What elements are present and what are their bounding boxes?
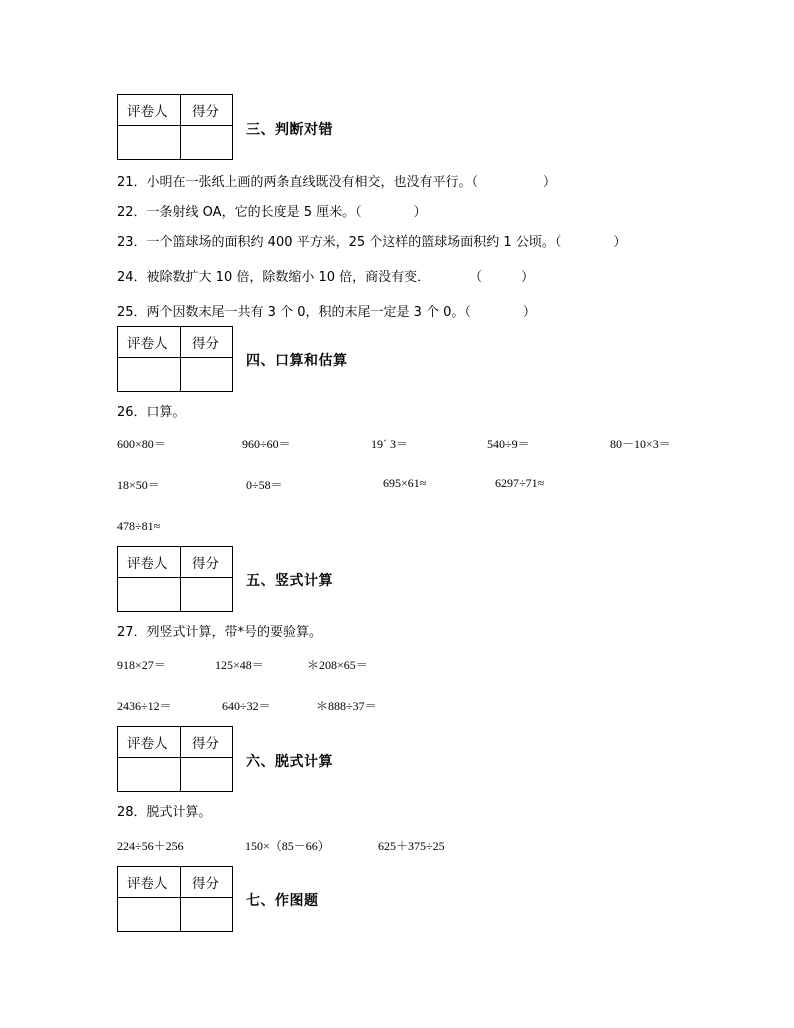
oral-expression: 19´ 3＝ bbox=[371, 437, 408, 451]
oral-expression: 960÷60＝ bbox=[242, 437, 291, 451]
score-box bbox=[117, 326, 233, 392]
score-label: 得分 bbox=[192, 104, 219, 120]
question-26: 26．口算。 bbox=[117, 405, 186, 420]
question-21: 21．小明在一张纸上画的两条直线既没有相交，也没有平行。（ ） bbox=[117, 175, 557, 190]
divider bbox=[180, 95, 181, 159]
divider bbox=[180, 547, 181, 611]
score-label: 得分 bbox=[192, 876, 219, 892]
oral-expression: 478÷81≈ bbox=[117, 519, 161, 533]
reviewer-label: 评卷人 bbox=[127, 736, 168, 752]
score-box bbox=[117, 866, 233, 932]
question-28: 28．脱式计算。 bbox=[117, 805, 212, 820]
section-title-3: 三、判断对错 bbox=[246, 122, 333, 138]
divider bbox=[180, 867, 181, 931]
divider bbox=[118, 357, 232, 358]
question-24: 24．被除数扩大 10 倍，除数缩小 10 倍，商没有变． （ ） bbox=[117, 270, 535, 285]
vertical-expression: 918×27＝ bbox=[117, 658, 166, 672]
score-box bbox=[117, 94, 233, 160]
divider bbox=[118, 577, 232, 578]
oral-expression: 18×50＝ bbox=[117, 478, 160, 492]
divider bbox=[118, 757, 232, 758]
section-title-4: 四、口算和估算 bbox=[246, 353, 348, 369]
oral-expression: 540÷9＝ bbox=[487, 437, 530, 451]
score-label: 得分 bbox=[192, 736, 219, 752]
question-25: 25．两个因数末尾一共有 3 个 0，积的末尾一定是 3 个 0。（ ） bbox=[117, 305, 536, 320]
question-23: 23．一个篮球场的面积约 400 平方米，25 个这样的篮球场面积约 1 公顷。（ ） bbox=[117, 235, 627, 250]
reviewer-label: 评卷人 bbox=[127, 876, 168, 892]
oral-expression: 600×80＝ bbox=[117, 437, 166, 451]
score-label: 得分 bbox=[192, 556, 219, 572]
vertical-expression: ＊888÷37＝ bbox=[316, 699, 377, 713]
divider bbox=[180, 327, 181, 391]
oral-expression: 0÷58＝ bbox=[246, 478, 283, 492]
stepwise-expression: 625＋375÷25 bbox=[378, 839, 445, 853]
divider bbox=[118, 125, 232, 126]
vertical-expression: 2436÷12＝ bbox=[117, 699, 172, 713]
divider bbox=[118, 897, 232, 898]
score-label: 得分 bbox=[192, 336, 219, 352]
reviewer-label: 评卷人 bbox=[127, 104, 168, 120]
vertical-expression: ＊208×65＝ bbox=[307, 658, 368, 672]
oral-expression: 695×61≈ bbox=[383, 476, 427, 490]
question-22: 22．一条射线 OA，它的长度是 5 厘米。（ ） bbox=[117, 205, 427, 220]
section-title-6: 六、脱式计算 bbox=[246, 754, 333, 770]
section-title-5: 五、竖式计算 bbox=[246, 573, 333, 589]
stepwise-expression: 150×（85－66） bbox=[245, 839, 330, 853]
section-title-7: 七、作图题 bbox=[246, 893, 319, 909]
question-27: 27．列竖式计算，带*号的要验算。 bbox=[117, 625, 323, 640]
reviewer-label: 评卷人 bbox=[127, 336, 168, 352]
score-box bbox=[117, 726, 233, 792]
vertical-expression: 125×48＝ bbox=[215, 658, 264, 672]
vertical-expression: 640÷32＝ bbox=[222, 699, 271, 713]
stepwise-expression: 224÷56＋256 bbox=[117, 839, 184, 853]
oral-expression: 6297÷71≈ bbox=[495, 476, 545, 490]
reviewer-label: 评卷人 bbox=[127, 556, 168, 572]
divider bbox=[180, 727, 181, 791]
score-box bbox=[117, 546, 233, 612]
oral-expression: 80－10×3＝ bbox=[610, 437, 671, 451]
